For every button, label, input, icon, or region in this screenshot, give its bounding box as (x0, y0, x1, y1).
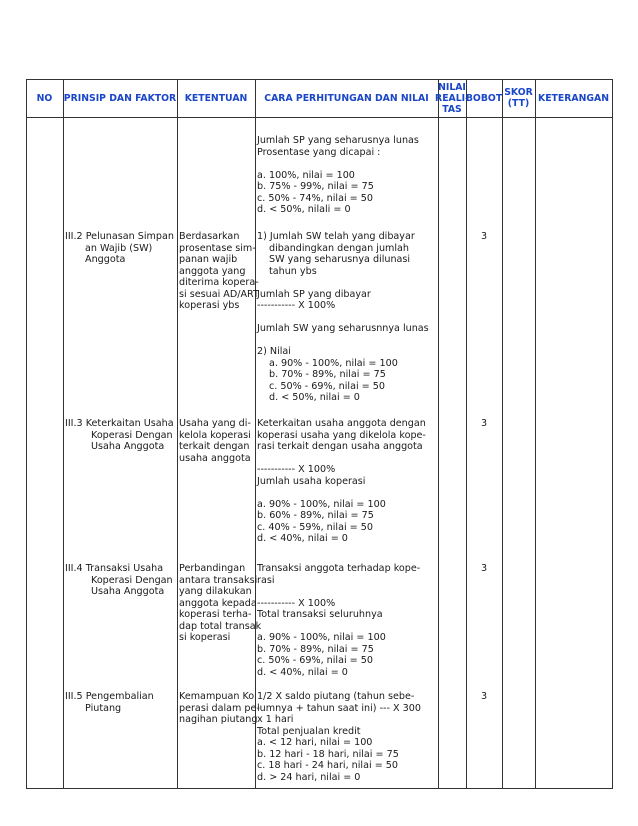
ketentuan-line: usaha anggota (179, 452, 251, 464)
cara-line: b. 12 hari - 18 hari, nilai = 75 (257, 748, 399, 760)
cara-line: Jumlah SP yang dibayar (257, 288, 371, 300)
cara-line: lumnya + tahun saat ini) --- X 300 (257, 702, 421, 714)
cara-line: c. 50% - 69%, nilai = 50 (257, 655, 373, 666)
cara-line: 1/2 X saldo piutang (tahun sebe- (257, 691, 415, 702)
col-border (255, 79, 256, 789)
ketentuan-cell (179, 691, 260, 726)
header-nilai-line: NILAI (438, 81, 466, 93)
cara-line: b. 70% - 89%, nilai = 75 (269, 369, 386, 380)
ketentuan-line: diterima kopera- (179, 277, 259, 288)
ketentuan-line: Kemampuan Ko (179, 691, 255, 702)
cara-line: a. 90% - 100%, nilai = 100 (269, 357, 398, 369)
ketentuan-line: prosentase sim- (179, 242, 256, 254)
cara-cell (257, 563, 420, 678)
text-line: c. 50% - 74%, nilai = 50 (257, 192, 373, 204)
ketentuan-cell (179, 231, 259, 312)
cara-line: a. 90% - 100%, nilai = 100 (257, 632, 386, 643)
ketentuan-line: anggota yang (179, 265, 246, 277)
prinsip-line: Koperasi Dengan (91, 574, 173, 586)
col-border (63, 79, 64, 789)
col-border (535, 79, 536, 789)
bobot-value: 3 (481, 418, 488, 429)
bobot-value: 3 (481, 691, 488, 702)
cara-line: d. < 50%, nilai = 0 (269, 392, 360, 403)
prinsip-line: Transaksi Usaha (85, 563, 164, 574)
row-number: III.3 (65, 418, 83, 429)
cara-line: SW yang seharusnya dilunasi (269, 254, 411, 265)
header-prinsip: PRINSIP DAN FAKTOR (63, 92, 177, 104)
cara-line: dibandingkan dengan jumlah (269, 242, 410, 254)
ketentuan-line: perasi dalam pe- (179, 702, 260, 714)
cara-line: Jumlah usaha koperasi (257, 475, 366, 487)
header-bobot: BOBOT (465, 92, 503, 104)
text-line: Prosentase yang dicapai : (257, 146, 381, 158)
cara-line: Total penjualan kredit (257, 725, 361, 737)
ketentuan-line: panan wajib (179, 254, 238, 265)
row-no-prinsip (65, 231, 174, 266)
row-no-prinsip (65, 691, 154, 714)
col-border (26, 79, 27, 789)
row-number: III.4 (65, 563, 83, 574)
prinsip-line: Usaha Anggota (91, 586, 165, 597)
cara-cell (257, 231, 429, 404)
cara-line: c. 40% - 59%, nilai = 50 (257, 521, 373, 533)
ketentuan-line: Berdasarkan (179, 231, 240, 242)
table-bottom-border (26, 788, 613, 789)
header-nilai-line: REALI- (435, 92, 469, 104)
col-border (466, 79, 467, 789)
ketentuan-line: koperasi ybs (179, 300, 240, 311)
cara-line: d. < 40%, nilai = 0 (257, 666, 348, 678)
cara-line: tahun ybs (269, 265, 317, 277)
cara-line: x 1 hari (257, 714, 294, 725)
header-ketentuan: KETENTUAN (184, 92, 248, 104)
cara-line: ----------- X 100% (257, 464, 336, 475)
cara-line: d. < 40%, nilai = 0 (257, 533, 348, 544)
ketentuan-cell (179, 563, 261, 644)
ketentuan-line: Usaha yang di- (179, 418, 251, 429)
prinsip-line: Koperasi Dengan (91, 429, 173, 441)
header-nilai-line: TAS (442, 103, 462, 115)
cara-line: Keterkaitan usaha anggota dengan (257, 418, 426, 429)
text-line: a. 100%, nilai = 100 (257, 169, 355, 181)
header-nilai-realitas (435, 81, 469, 115)
row-no-prinsip (65, 418, 174, 453)
cara-line: koperasi usaha yang dikelola kope- (257, 429, 426, 441)
header-keterangan: KETERANGAN (538, 92, 609, 104)
header-no: NO (36, 92, 53, 104)
cara-line: 2) Nilai (257, 346, 291, 357)
text-line: d. < 50%, nilali = 0 (257, 204, 351, 215)
cara-line: ----------- X 100% (257, 597, 336, 609)
cara-cell (257, 691, 421, 783)
cara-line: c. 50% - 69%, nilai = 50 (269, 380, 385, 392)
row-number: III.2 (65, 231, 83, 242)
ketentuan-line: si sesuai AD/ART (179, 288, 259, 300)
ketentuan-line: koperasi terha- (179, 609, 252, 620)
ketentuan-line: kelola koperasi (179, 429, 251, 441)
header-skor-line: (TT) (507, 98, 530, 109)
cara-line: 1) Jumlah SW telah yang dibayar (257, 231, 415, 242)
ketentuan-line: nagihan piutang (179, 714, 258, 725)
prinsip-line: Keterkaitan Usaha (85, 418, 174, 429)
ketentuan-cell (179, 418, 251, 464)
cara-line: a. 90% - 100%, nilai = 100 (257, 498, 386, 510)
text-line: b. 75% - 99%, nilai = 75 (257, 181, 374, 192)
row-number: III.5 (65, 691, 83, 702)
cara-line: rasi (257, 574, 275, 586)
header-skor (502, 81, 535, 115)
col-border (438, 79, 439, 789)
col-border (177, 79, 178, 789)
bobot-value: 3 (481, 231, 488, 242)
prinsip-line: Pengembalian (85, 691, 154, 702)
ketentuan-line: terkait dengan (179, 441, 250, 452)
col-border (612, 79, 613, 789)
cara-line: Transaksi anggota terhadap kope- (257, 563, 421, 574)
ketentuan-line: antara transaksi (179, 574, 258, 586)
top-block (257, 135, 419, 216)
ketentuan-line: dap total transak (179, 620, 262, 632)
prinsip-line: Pelunasan Simpan (85, 231, 174, 242)
prinsip-line: Anggota (85, 254, 126, 265)
ketentuan-line: si koperasi (179, 632, 231, 643)
cara-line: ----------- X 100% (257, 300, 336, 311)
cara-line: rasi terkait dengan usaha anggota (257, 441, 423, 452)
header-skor-line: SKOR (504, 87, 533, 98)
table-top-border (26, 79, 613, 80)
cara-cell (257, 418, 426, 545)
cara-line: d. > 24 hari, nilai = 0 (257, 771, 361, 783)
assessment-table (26, 79, 613, 789)
header-cara: CARA PERHITUNGAN DAN NILAI (264, 92, 429, 104)
prinsip-line: an Wajib (SW) (85, 242, 153, 254)
ketentuan-line: yang dilakukan (179, 586, 252, 597)
ketentuan-line: Perbandingan (179, 563, 246, 574)
cara-line: b. 60% - 89%, nilai = 75 (257, 510, 374, 521)
col-border (502, 79, 503, 789)
cara-line: a. < 12 hari, nilai = 100 (257, 737, 373, 748)
cara-line: b. 70% - 89%, nilai = 75 (257, 643, 374, 655)
cara-line: Jumlah SW yang seharusnnya lunas (257, 323, 429, 334)
cara-line: Total transaksi seluruhnya (257, 609, 383, 620)
row-no-prinsip (65, 563, 173, 598)
header-bottom-border (26, 117, 613, 118)
prinsip-line: Usaha Anggota (91, 441, 165, 452)
prinsip-line: Piutang (85, 702, 122, 714)
text-line: Jumlah SP yang seharusnya lunas (257, 135, 419, 146)
bobot-value: 3 (481, 563, 488, 574)
ketentuan-line: anggota kepada (179, 597, 257, 609)
cara-line: c. 18 hari - 24 hari, nilai = 50 (257, 760, 398, 771)
